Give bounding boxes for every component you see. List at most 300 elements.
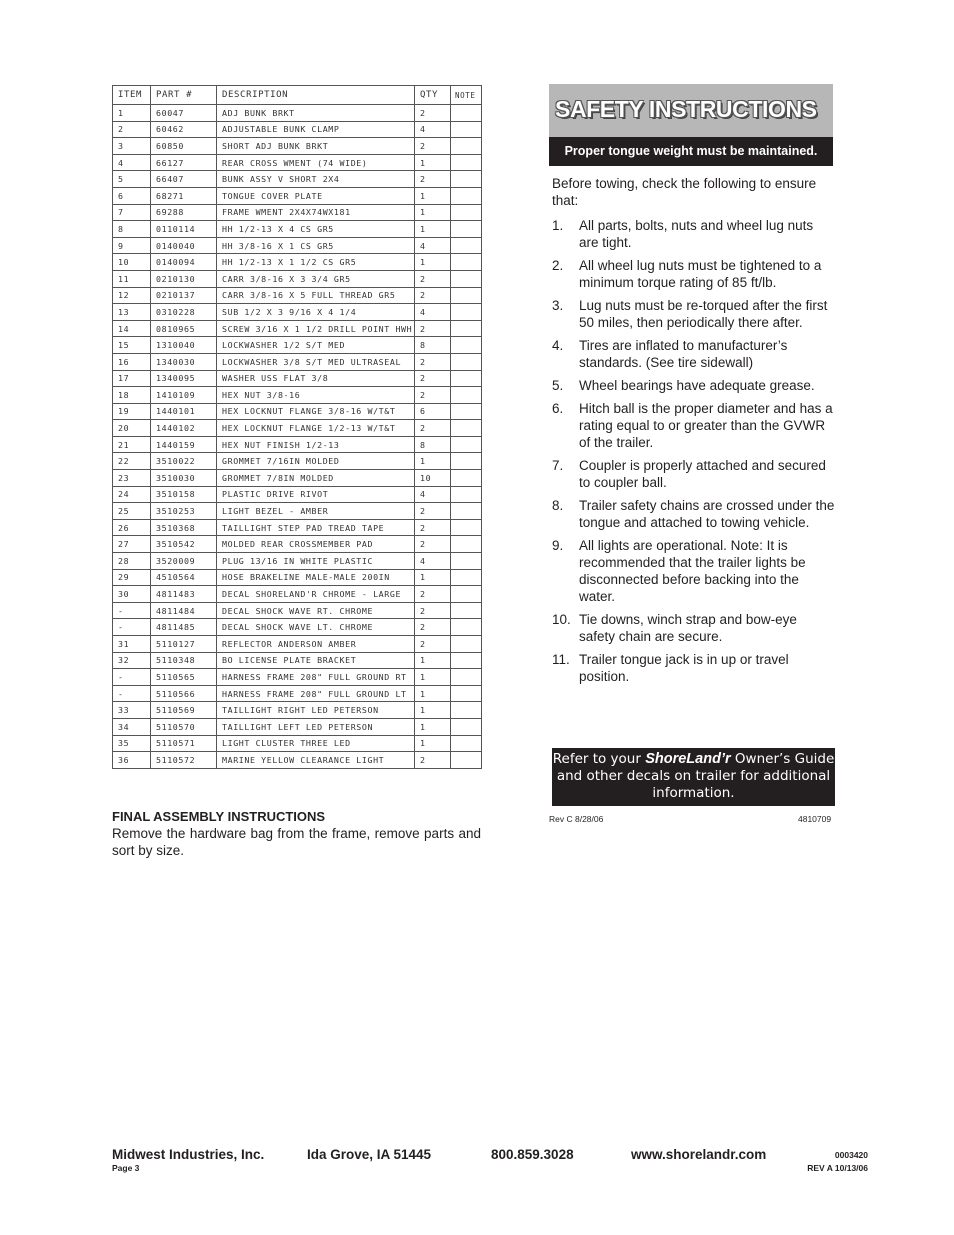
safety-item-text: Tires are inflated to manufacturer’s standards. (See tire sidewall) bbox=[579, 338, 788, 370]
safety-intro: Before towing, check the following to ensure that: bbox=[552, 176, 817, 208]
cell-description: HEX NUT FINISH 1/2-13 bbox=[217, 436, 415, 453]
footer-page: Page 3 bbox=[112, 1163, 140, 1173]
cell-part-number: 60850 bbox=[151, 138, 217, 155]
cell-note bbox=[451, 669, 482, 686]
safety-item-number: 4. bbox=[552, 338, 564, 353]
cell-qty: 4 bbox=[415, 553, 451, 570]
table-row bbox=[113, 536, 482, 553]
cell-part-number: 1340095 bbox=[151, 370, 217, 387]
cell-item: 28 bbox=[113, 553, 151, 570]
cell-description: HARNESS FRAME 208" FULL GROUND RT bbox=[217, 669, 415, 686]
safety-item-number: 7. bbox=[552, 458, 564, 473]
cell-item: - bbox=[113, 602, 151, 619]
cell-qty: 2 bbox=[415, 602, 451, 619]
final-assembly-heading: FINAL ASSEMBLY INSTRUCTIONS bbox=[112, 809, 326, 824]
safety-item-number: 5. bbox=[552, 378, 564, 393]
cell-qty: 8 bbox=[415, 337, 451, 354]
cell-qty: 1 bbox=[415, 453, 451, 470]
cell-description: PLUG 13/16 IN WHITE PLASTIC bbox=[217, 553, 415, 570]
cell-note bbox=[451, 619, 482, 636]
table-row bbox=[113, 403, 482, 420]
safety-item-number: 9. bbox=[552, 538, 564, 553]
safety-item bbox=[552, 651, 836, 685]
cell-item: 8 bbox=[113, 221, 151, 238]
cell-item: 23 bbox=[113, 470, 151, 487]
cell-item: 35 bbox=[113, 735, 151, 752]
cell-item: 4 bbox=[113, 154, 151, 171]
cell-item: 1 bbox=[113, 105, 151, 122]
refer-brand: ShoreLand’r bbox=[645, 751, 731, 767]
cell-qty: 2 bbox=[415, 320, 451, 337]
cell-description: BUNK ASSY V SHORT 2X4 bbox=[217, 171, 415, 188]
cell-item: 15 bbox=[113, 337, 151, 354]
safety-item-text: Wheel bearings have adequate grease. bbox=[579, 378, 815, 393]
footer-company: Midwest Industries, Inc. bbox=[112, 1147, 265, 1162]
cell-part-number: 1440101 bbox=[151, 403, 217, 420]
cell-part-number: 0140094 bbox=[151, 254, 217, 271]
cell-note bbox=[451, 470, 482, 487]
cell-note bbox=[451, 536, 482, 553]
cell-item: 26 bbox=[113, 519, 151, 536]
table-row bbox=[113, 685, 482, 702]
cell-description: WASHER USS FLAT 3/8 bbox=[217, 370, 415, 387]
cell-part-number: 1440102 bbox=[151, 420, 217, 437]
cell-note bbox=[451, 121, 482, 138]
cell-description: GROMMET 7/16IN MOLDED bbox=[217, 453, 415, 470]
cell-note bbox=[451, 254, 482, 271]
table-row bbox=[113, 718, 482, 735]
table-row bbox=[113, 420, 482, 437]
cell-note bbox=[451, 154, 482, 171]
cell-item: 14 bbox=[113, 320, 151, 337]
refer-suffix: Owner’s Guide and other decals on trailer for additional information. bbox=[556, 751, 835, 801]
table-row bbox=[113, 486, 482, 503]
table-row bbox=[113, 121, 482, 138]
table-row bbox=[113, 270, 482, 287]
cell-qty: 1 bbox=[415, 204, 451, 221]
cell-item: 24 bbox=[113, 486, 151, 503]
cell-note bbox=[451, 752, 482, 769]
cell-item: 22 bbox=[113, 453, 151, 470]
cell-description: HEX LOCKNUT FLANGE 3/8-16 W/T&T bbox=[217, 403, 415, 420]
cell-description: TAILLIGHT STEP PAD TREAD TAPE bbox=[217, 519, 415, 536]
parts-table-body bbox=[113, 105, 482, 769]
cell-part-number: 5110565 bbox=[151, 669, 217, 686]
cell-description: TAILLIGHT LEFT LED PETERSON bbox=[217, 718, 415, 735]
cell-qty: 2 bbox=[415, 752, 451, 769]
cell-qty: 1 bbox=[415, 718, 451, 735]
footer-website: www.shorelandr.com bbox=[631, 1147, 767, 1162]
cell-note bbox=[451, 652, 482, 669]
cell-description: HH 1/2-13 X 4 CS GR5 bbox=[217, 221, 415, 238]
cell-note bbox=[451, 287, 482, 304]
cell-item: 9 bbox=[113, 237, 151, 254]
safety-item bbox=[552, 217, 836, 251]
cell-part-number: 5110566 bbox=[151, 685, 217, 702]
cell-item: 12 bbox=[113, 287, 151, 304]
table-row bbox=[113, 221, 482, 238]
cell-part-number: 0310228 bbox=[151, 304, 217, 321]
cell-qty: 4 bbox=[415, 121, 451, 138]
cell-part-number: 1410109 bbox=[151, 387, 217, 404]
safety-subtitle: Proper tongue weight must be maintained. bbox=[549, 137, 833, 166]
cell-description: GROMMET 7/8IN MOLDED bbox=[217, 470, 415, 487]
cell-note bbox=[451, 105, 482, 122]
cell-part-number: 0210130 bbox=[151, 270, 217, 287]
cell-qty: 8 bbox=[415, 436, 451, 453]
cell-note bbox=[451, 353, 482, 370]
cell-description: DECAL SHORELAND'R CHROME - LARGE bbox=[217, 586, 415, 603]
cell-description: SCREW 3/16 X 1 1/2 DRILL POINT HWH bbox=[217, 320, 415, 337]
cell-part-number: 4811484 bbox=[151, 602, 217, 619]
cell-item: 31 bbox=[113, 636, 151, 653]
cell-qty: 1 bbox=[415, 685, 451, 702]
cell-qty: 2 bbox=[415, 353, 451, 370]
cell-item: 27 bbox=[113, 536, 151, 553]
cell-item: 25 bbox=[113, 503, 151, 520]
cell-qty: 1 bbox=[415, 669, 451, 686]
cell-qty: 2 bbox=[415, 420, 451, 437]
cell-item: 3 bbox=[113, 138, 151, 155]
cell-item: 16 bbox=[113, 353, 151, 370]
cell-description: LIGHT CLUSTER THREE LED bbox=[217, 735, 415, 752]
refer-box bbox=[552, 748, 835, 806]
cell-description: LOCKWASHER 1/2 S/T MED bbox=[217, 337, 415, 354]
cell-item: 30 bbox=[113, 586, 151, 603]
cell-description: PLASTIC DRIVE RIVOT bbox=[217, 486, 415, 503]
table-row bbox=[113, 337, 482, 354]
table-row bbox=[113, 353, 482, 370]
cell-note bbox=[451, 486, 482, 503]
table-row bbox=[113, 320, 482, 337]
safety-item-text: Trailer safety chains are crossed under the tongue and attached to towing vehicle. bbox=[579, 498, 835, 530]
cell-qty: 1 bbox=[415, 652, 451, 669]
cell-part-number: 3510030 bbox=[151, 470, 217, 487]
cell-note bbox=[451, 569, 482, 586]
cell-part-number: 5110348 bbox=[151, 652, 217, 669]
table-row bbox=[113, 569, 482, 586]
parts-table bbox=[112, 85, 482, 769]
cell-note bbox=[451, 187, 482, 204]
safety-item-number: 2. bbox=[552, 258, 564, 273]
cell-part-number: 3510022 bbox=[151, 453, 217, 470]
cell-description: DECAL SHOCK WAVE RT. CHROME bbox=[217, 602, 415, 619]
cell-part-number: 5110127 bbox=[151, 636, 217, 653]
safety-body bbox=[552, 175, 836, 691]
cell-note bbox=[451, 735, 482, 752]
safety-item bbox=[552, 497, 836, 531]
cell-note bbox=[451, 453, 482, 470]
table-row bbox=[113, 187, 482, 204]
cell-part-number: 3510368 bbox=[151, 519, 217, 536]
cell-description: SUB 1/2 X 3 9/16 X 4 1/4 bbox=[217, 304, 415, 321]
cell-item: 19 bbox=[113, 403, 151, 420]
safety-item-text: Trailer tongue jack is in up or travel position. bbox=[579, 652, 789, 684]
cell-item: 13 bbox=[113, 304, 151, 321]
safety-item bbox=[552, 297, 836, 331]
safety-item-number: 6. bbox=[552, 401, 564, 416]
safety-item-text: All parts, bolts, nuts and wheel lug nuts are tight. bbox=[579, 218, 814, 250]
cell-note bbox=[451, 221, 482, 238]
cell-description: CARR 3/8-16 X 3 3/4 GR5 bbox=[217, 270, 415, 287]
cell-description: HH 3/8-16 X 1 CS GR5 bbox=[217, 237, 415, 254]
cell-description: HEX NUT 3/8-16 bbox=[217, 387, 415, 404]
cell-qty: 1 bbox=[415, 254, 451, 271]
cell-qty: 1 bbox=[415, 702, 451, 719]
safety-header bbox=[549, 84, 833, 166]
cell-qty: 2 bbox=[415, 287, 451, 304]
safety-item bbox=[552, 537, 836, 605]
cell-qty: 2 bbox=[415, 619, 451, 636]
cell-part-number: 66407 bbox=[151, 171, 217, 188]
cell-note bbox=[451, 702, 482, 719]
cell-part-number: 5110569 bbox=[151, 702, 217, 719]
cell-part-number: 3510542 bbox=[151, 536, 217, 553]
cell-qty: 1 bbox=[415, 187, 451, 204]
cell-description: HEX LOCKNUT FLANGE 1/2-13 W/T&T bbox=[217, 420, 415, 437]
cell-note bbox=[451, 387, 482, 404]
table-row bbox=[113, 669, 482, 686]
cell-note bbox=[451, 337, 482, 354]
safety-item bbox=[552, 457, 836, 491]
cell-part-number: 0810965 bbox=[151, 320, 217, 337]
cell-note bbox=[451, 636, 482, 653]
cell-note bbox=[451, 718, 482, 735]
cell-description: REFLECTOR ANDERSON AMBER bbox=[217, 636, 415, 653]
cell-note bbox=[451, 304, 482, 321]
cell-description: TAILLIGHT RIGHT LED PETERSON bbox=[217, 702, 415, 719]
cell-description: BO LICENSE PLATE BRACKET bbox=[217, 652, 415, 669]
cell-description: HOSE BRAKELINE MALE-MALE 200IN bbox=[217, 569, 415, 586]
cell-item: 11 bbox=[113, 270, 151, 287]
cell-qty: 2 bbox=[415, 586, 451, 603]
table-row bbox=[113, 254, 482, 271]
cell-part-number: 0210137 bbox=[151, 287, 217, 304]
safety-item bbox=[552, 400, 836, 451]
cell-part-number: 68271 bbox=[151, 187, 217, 204]
cell-qty: 1 bbox=[415, 154, 451, 171]
cell-qty: 2 bbox=[415, 171, 451, 188]
cell-description: FRAME WMENT 2X4X74WX181 bbox=[217, 204, 415, 221]
safety-title: SAFETY INSTRUCTIONS bbox=[555, 96, 817, 122]
table-row bbox=[113, 436, 482, 453]
cell-note bbox=[451, 204, 482, 221]
cell-item: 20 bbox=[113, 420, 151, 437]
table-row bbox=[113, 287, 482, 304]
cell-item: - bbox=[113, 669, 151, 686]
table-row bbox=[113, 752, 482, 769]
cell-part-number: 3510158 bbox=[151, 486, 217, 503]
cell-item: 36 bbox=[113, 752, 151, 769]
cell-note bbox=[451, 237, 482, 254]
cell-item: - bbox=[113, 685, 151, 702]
col-item: ITEM bbox=[113, 86, 151, 105]
cell-description: MOLDED REAR CROSSMEMBER PAD bbox=[217, 536, 415, 553]
cell-item: 32 bbox=[113, 652, 151, 669]
footer-doc-revision: REV A 10/13/06 bbox=[807, 1163, 868, 1173]
cell-part-number: 1310040 bbox=[151, 337, 217, 354]
cell-note bbox=[451, 685, 482, 702]
safety-item-text: Tie downs, winch strap and bow-eye safety chain are secure. bbox=[579, 612, 797, 644]
col-qty: QTY bbox=[415, 86, 451, 105]
cell-part-number: 5110572 bbox=[151, 752, 217, 769]
safety-item-text: Lug nuts must be re-torqued after the first 50 miles, then periodically there after. bbox=[579, 298, 828, 330]
footer-phone: 800.859.3028 bbox=[491, 1147, 574, 1162]
cell-qty: 4 bbox=[415, 237, 451, 254]
cell-item: 34 bbox=[113, 718, 151, 735]
cell-qty: 2 bbox=[415, 387, 451, 404]
cell-description: SHORT ADJ BUNK BRKT bbox=[217, 138, 415, 155]
cell-description: ADJUSTABLE BUNK CLAMP bbox=[217, 121, 415, 138]
safety-item-number: 8. bbox=[552, 498, 564, 513]
cell-part-number: 69288 bbox=[151, 204, 217, 221]
cell-description: CARR 3/8-16 X 5 FULL THREAD GR5 bbox=[217, 287, 415, 304]
cell-part-number: 5110571 bbox=[151, 735, 217, 752]
cell-qty: 1 bbox=[415, 569, 451, 586]
safety-item bbox=[552, 257, 836, 291]
table-row bbox=[113, 636, 482, 653]
cell-part-number: 66127 bbox=[151, 154, 217, 171]
table-row bbox=[113, 702, 482, 719]
rev-label: Rev C 8/28/06 bbox=[549, 814, 604, 824]
cell-note bbox=[451, 553, 482, 570]
cell-description: REAR CROSS WMENT (74 WIDE) bbox=[217, 154, 415, 171]
table-row bbox=[113, 138, 482, 155]
table-row bbox=[113, 453, 482, 470]
cell-part-number: 60047 bbox=[151, 105, 217, 122]
table-row bbox=[113, 387, 482, 404]
cell-note bbox=[451, 503, 482, 520]
table-row bbox=[113, 304, 482, 321]
cell-note bbox=[451, 171, 482, 188]
table-row bbox=[113, 586, 482, 603]
cell-note bbox=[451, 320, 482, 337]
cell-qty: 1 bbox=[415, 735, 451, 752]
table-row bbox=[113, 171, 482, 188]
cell-part-number: 4811485 bbox=[151, 619, 217, 636]
col-description: DESCRIPTION bbox=[217, 86, 415, 105]
cell-note bbox=[451, 370, 482, 387]
cell-description: ADJ BUNK BRKT bbox=[217, 105, 415, 122]
final-assembly bbox=[112, 808, 481, 859]
cell-qty: 4 bbox=[415, 486, 451, 503]
table-row bbox=[113, 652, 482, 669]
safety-list bbox=[552, 217, 836, 685]
cell-note bbox=[451, 270, 482, 287]
safety-item-number: 11. bbox=[552, 652, 570, 667]
cell-description: HH 1/2-13 X 1 1/2 CS GR5 bbox=[217, 254, 415, 271]
cell-part-number: 0140040 bbox=[151, 237, 217, 254]
cell-part-number: 1340030 bbox=[151, 353, 217, 370]
cell-qty: 2 bbox=[415, 270, 451, 287]
cell-note bbox=[451, 602, 482, 619]
cell-item: 6 bbox=[113, 187, 151, 204]
cell-qty: 4 bbox=[415, 304, 451, 321]
cell-part-number: 3520009 bbox=[151, 553, 217, 570]
table-row bbox=[113, 470, 482, 487]
cell-item: 7 bbox=[113, 204, 151, 221]
cell-note bbox=[451, 420, 482, 437]
cell-item: 2 bbox=[113, 121, 151, 138]
cell-qty: 2 bbox=[415, 636, 451, 653]
safety-item-number: 1. bbox=[552, 218, 564, 233]
safety-item-number: 3. bbox=[552, 298, 564, 313]
final-assembly-text: Remove the hardware bag from the frame, remove parts and sort by size. bbox=[112, 826, 481, 858]
cell-item: 33 bbox=[113, 702, 151, 719]
table-row bbox=[113, 735, 482, 752]
cell-part-number: 4510564 bbox=[151, 569, 217, 586]
safety-item-number: 10. bbox=[552, 612, 571, 627]
cell-item: 5 bbox=[113, 171, 151, 188]
safety-item-text: All lights are operational. Note: It is recommended that the trailer lights be disconnected before backing into the water. bbox=[579, 538, 806, 604]
cell-qty: 2 bbox=[415, 503, 451, 520]
footer-doc-number: 0003420 bbox=[834, 1150, 868, 1160]
parts-table-header bbox=[113, 86, 482, 105]
cell-item: 18 bbox=[113, 387, 151, 404]
safety-item bbox=[552, 337, 836, 371]
cell-item: 17 bbox=[113, 370, 151, 387]
safety-item bbox=[552, 611, 836, 645]
cell-part-number: 0110114 bbox=[151, 221, 217, 238]
cell-description: DECAL SHOCK WAVE LT. CHROME bbox=[217, 619, 415, 636]
cell-part-number: 1440159 bbox=[151, 436, 217, 453]
cell-qty: 2 bbox=[415, 519, 451, 536]
table-row bbox=[113, 619, 482, 636]
cell-description: LOCKWASHER 3/8 S/T MED ULTRASEAL bbox=[217, 353, 415, 370]
cell-part-number: 5110570 bbox=[151, 718, 217, 735]
cell-qty: 6 bbox=[415, 403, 451, 420]
cell-description: LIGHT BEZEL - AMBER bbox=[217, 503, 415, 520]
cell-qty: 2 bbox=[415, 105, 451, 122]
table-row bbox=[113, 602, 482, 619]
cell-qty: 2 bbox=[415, 138, 451, 155]
cell-note bbox=[451, 519, 482, 536]
table-row bbox=[113, 370, 482, 387]
table-row bbox=[113, 519, 482, 536]
cell-qty: 10 bbox=[415, 470, 451, 487]
cell-note bbox=[451, 586, 482, 603]
refer-prefix: Refer to your bbox=[552, 751, 646, 767]
table-row bbox=[113, 553, 482, 570]
decal-part-number: 4810709 bbox=[798, 814, 832, 824]
cell-description: HARNESS FRAME 208" FULL GROUND LT bbox=[217, 685, 415, 702]
cell-description: TONGUE COVER PLATE bbox=[217, 187, 415, 204]
table-row bbox=[113, 503, 482, 520]
cell-item: 29 bbox=[113, 569, 151, 586]
col-part: PART # bbox=[151, 86, 217, 105]
cell-item: 21 bbox=[113, 436, 151, 453]
safety-item bbox=[552, 377, 836, 394]
table-row bbox=[113, 154, 482, 171]
cell-item: 10 bbox=[113, 254, 151, 271]
safety-item-text: Coupler is properly attached and secured to coupler ball. bbox=[579, 458, 826, 490]
cell-qty: 2 bbox=[415, 370, 451, 387]
table-row bbox=[113, 237, 482, 254]
cell-description: MARINE YELLOW CLEARANCE LIGHT bbox=[217, 752, 415, 769]
cell-note bbox=[451, 436, 482, 453]
cell-note bbox=[451, 138, 482, 155]
footer-city: Ida Grove, IA 51445 bbox=[307, 1147, 432, 1162]
cell-qty: 1 bbox=[415, 221, 451, 238]
cell-item: - bbox=[113, 619, 151, 636]
table-row bbox=[113, 105, 482, 122]
safety-item-text: All wheel lug nuts must be tightened to a minimum torque rating of 85 ft/lb. bbox=[579, 258, 822, 290]
safety-item-text: Hitch ball is the proper diameter and has a rating equal to or greater than the GVWR of the trailer. bbox=[579, 401, 833, 450]
cell-part-number: 4811483 bbox=[151, 586, 217, 603]
cell-note bbox=[451, 403, 482, 420]
cell-qty: 2 bbox=[415, 536, 451, 553]
col-note: NOTE bbox=[451, 86, 482, 105]
